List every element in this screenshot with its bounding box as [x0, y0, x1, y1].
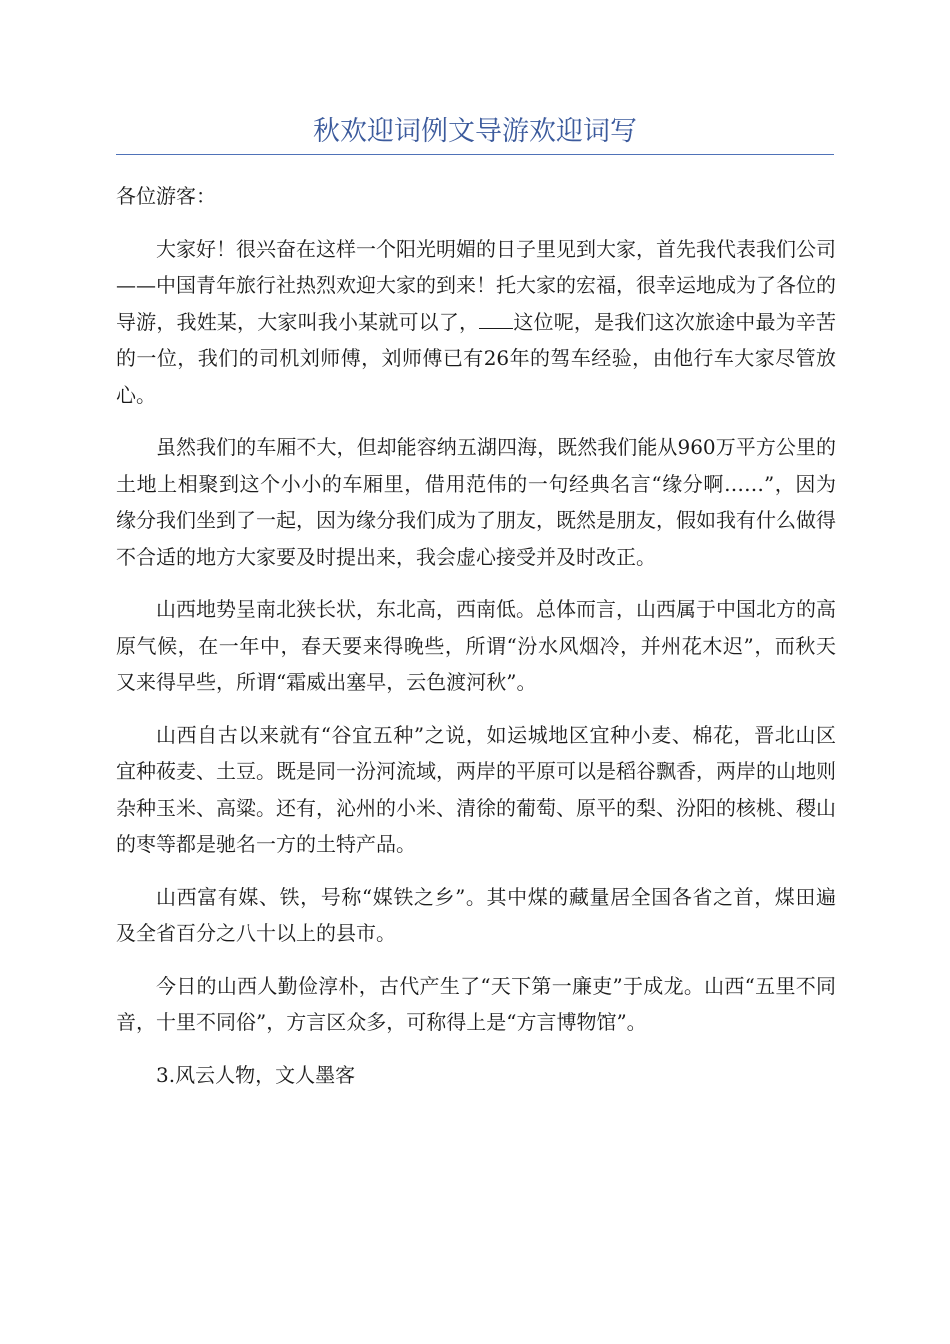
paragraph-text: 这位呢，是我们这次旅途中最为辛苦的一位，我们的司机刘师傅，刘师傅已有26年的驾车经验，由他行车大家尽管放心。 — [116, 309, 837, 407]
paragraph: 山西富有媒、铁，号称“媒铁之乡”。其中煤的藏量居全国各省之首，煤田遍及全省百分之八十以上的县市。 — [116, 884, 836, 945]
paragraph-text: 大家好！很兴奋在这样一个阳光明媚的日子里见到大家，首先我代表我们公司——中国青年旅行社热烈欢迎大家的到来！托大家的宏福，很幸运地成为了各位的导游，我姓某，大家叫我小某就可以了， — [116, 236, 836, 334]
paragraph: 山西地势呈南北狭长状，东北高，西南低。总体而言，山西属于中国北方的高原气候，在一年中，春天要来得晚些，所谓“汾水风烟冷，并州花木迟”，而秋天又来得早些，所谓“霜威出塞早，云色渡河秋”。 — [116, 597, 836, 694]
paragraph: 山西自古以来就有“谷宜五种”之说，如运城地区宜种小麦、棉花，晋北山区宜种莜麦、土豆。既是同一汾河流域，两岸的平原可以是稻谷飘香，两岸的山地则杂种玉米、高粱。还有，沁州的小米、清徐的葡萄、原平的梨、汾阳的核桃、稷山的枣等都是驰名一方的土特产品。 — [116, 722, 836, 856]
paragraph-intro — [116, 231, 836, 414]
section-heading: 3.风云人物，文人墨客 — [156, 1062, 356, 1087]
document-body — [116, 178, 836, 1109]
title-underline — [116, 154, 834, 155]
fill-in-blank — [479, 310, 513, 329]
paragraph: 今日的山西人勤俭淳朴，古代产生了“天下第一廉吏”于成龙。山西“五里不同音，十里不同俗”，方言区众多，可称得上是“方言博物馆”。 — [116, 973, 836, 1034]
paragraph: 虽然我们的车厢不大，但却能容纳五湖四海，既然我们能从960万平方公里的土地上相聚到这个小小的车厢里，借用范伟的一句经典名言“缘分啊……”，因为缘分我们坐到了一起，因为缘分我们成为了朋友，既然是朋友，假如我有什么做得不合适的地方大家要及时提出来，我会虚心接受并及时改正。 — [116, 435, 836, 569]
salutation: 各位游客： — [116, 184, 216, 208]
document-title: 秋欢迎词例文导游欢迎词写 — [313, 116, 637, 147]
